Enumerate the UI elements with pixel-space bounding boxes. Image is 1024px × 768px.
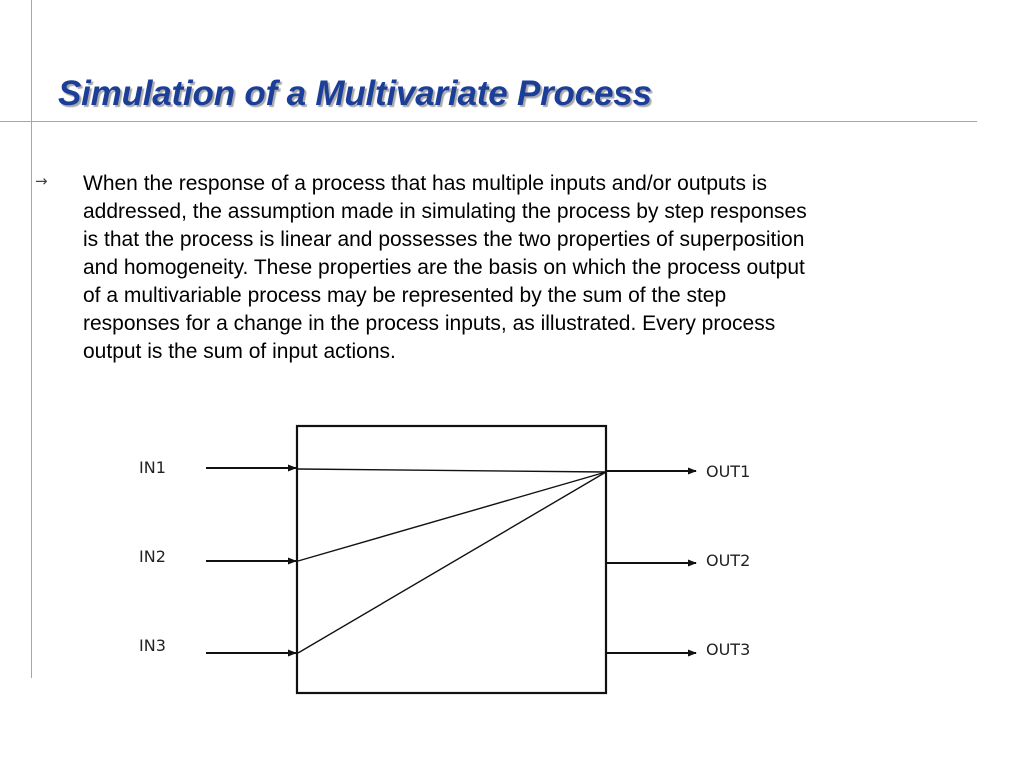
paragraph-line: responses for a change in the process inputs, as illustrated. Every process xyxy=(83,312,776,335)
paragraph-line: addressed, the assumption made in simulating the process by step responses xyxy=(83,200,807,223)
connection-in2-out1 xyxy=(298,472,606,561)
paragraph-line: output is the sum of input actions. xyxy=(83,340,396,363)
connection-in3-out1 xyxy=(298,472,606,653)
output-label-out1: OUT1 xyxy=(706,462,751,481)
connection-in1-out1 xyxy=(298,469,606,472)
slide-title: Simulation of a Multivariate Process xyxy=(58,74,652,113)
output-label-out2: OUT2 xyxy=(706,551,751,570)
paragraph-line: of a multivariable process may be represented by the sum of the step xyxy=(83,284,727,307)
output-label-out3: OUT3 xyxy=(706,640,751,659)
paragraph-line: and homogeneity. These properties are the basis on which the process output xyxy=(83,256,805,279)
input-label-in1: IN1 xyxy=(139,458,166,477)
process-box xyxy=(297,426,606,693)
arrow-right-icon: → xyxy=(35,172,48,190)
paragraph-line: When the response of a process that has multiple inputs and/or outputs is xyxy=(83,172,768,195)
input-label-in3: IN3 xyxy=(139,636,166,655)
paragraph-line: is that the process is linear and possesses the two properties of superposition xyxy=(83,228,805,251)
input-label-in2: IN2 xyxy=(139,547,166,566)
